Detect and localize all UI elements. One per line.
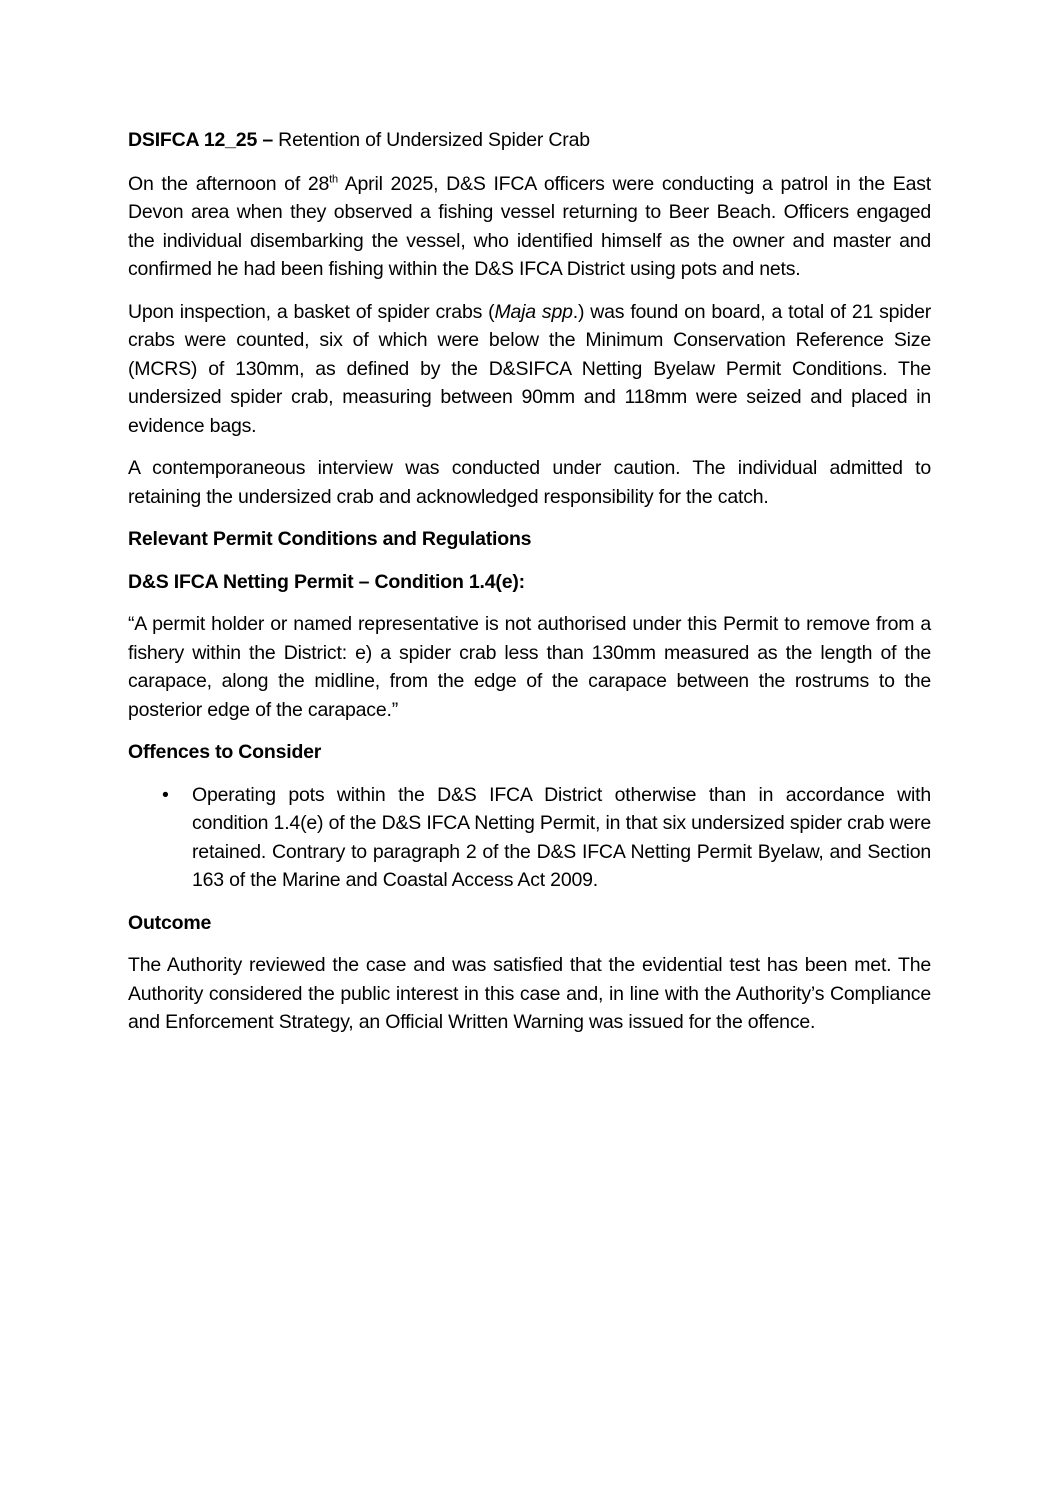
- offence-text: Operating pots within the D&S IFCA District otherwise than in accordance with condition 1.4(e) of the D&S IFCA Netting Permit, in that six undersized spider crab were retained. Contrary to paragraph 2 of the D&S IFCA Netting Permit Byelaw, and Section 163 of the Marine and Coastal Access Act 2009.: [192, 783, 931, 891]
- inspection-paragraph: [128, 298, 931, 441]
- case-code: DSIFCA 12_25 –: [128, 129, 273, 151]
- outcome-paragraph: The Authority reviewed the case and was satisfied that the evidential test has been met. The Authority considered the public interest in this case and, in line with the Authority’s Compliance and Enforcement Strategy, an Official Written Warning was issued for the offence.: [128, 954, 931, 1033]
- document-page: [128, 126, 931, 1051]
- incident-text-start: On the afternoon of 28: [128, 172, 330, 195]
- interview-paragraph: A contemporaneous interview was conducted under caution. The individual admitted to retaining the undersized crab and acknowledged responsibility for the catch.: [128, 457, 931, 508]
- case-subject: Retention of Undersized Spider Crab: [272, 129, 590, 151]
- offences-list: [128, 781, 931, 895]
- bullet-icon: •: [162, 783, 169, 806]
- inspection-text-start: Upon inspection, a basket of spider crabs (: [128, 300, 495, 323]
- incident-paragraph: [128, 170, 931, 284]
- case-title: [128, 126, 931, 155]
- condition-quote: “A permit holder or named representative is not authorised under this Permit to remove from a fishery within the District: e) a spider crab less than 130mm measured as the length of the carapace, along the midline, from the edge of the carapace between the rostrums to the posterior edge of the carapace.”: [128, 613, 931, 721]
- incident-text-rest: April 2025, D&S IFCA officers were conducting a patrol in the East Devon area when they observed a fishing vessel returning to Beer Beach. Officers engaged the individual disembarking the vessel, who identified himself as the owner and master and confirmed he had been fishing within the D&S IFCA District using pots and nets.: [128, 172, 932, 280]
- outcome-heading: Outcome: [128, 911, 212, 934]
- condition-heading: D&S IFCA Netting Permit – Condition 1.4(e):: [128, 570, 525, 593]
- inspection-text-rest: .) was found on board, a total of 21 spider crabs were counted, six of which were below the Minimum Conservation Reference Size (MCRS) of 130mm, as defined by the D&SIFCA Netting Byelaw Permit Conditions. The undersized spider crab, measuring between 90mm and 118mm were seized and placed in evidence bags.: [128, 300, 932, 437]
- species-name: Maja spp: [494, 300, 573, 323]
- offences-heading: Offences to Consider: [128, 741, 322, 763]
- offence-item: [128, 781, 931, 895]
- date-ordinal-suffix: th: [329, 173, 338, 185]
- relevant-conditions-heading: Relevant Permit Conditions and Regulations: [128, 528, 532, 550]
